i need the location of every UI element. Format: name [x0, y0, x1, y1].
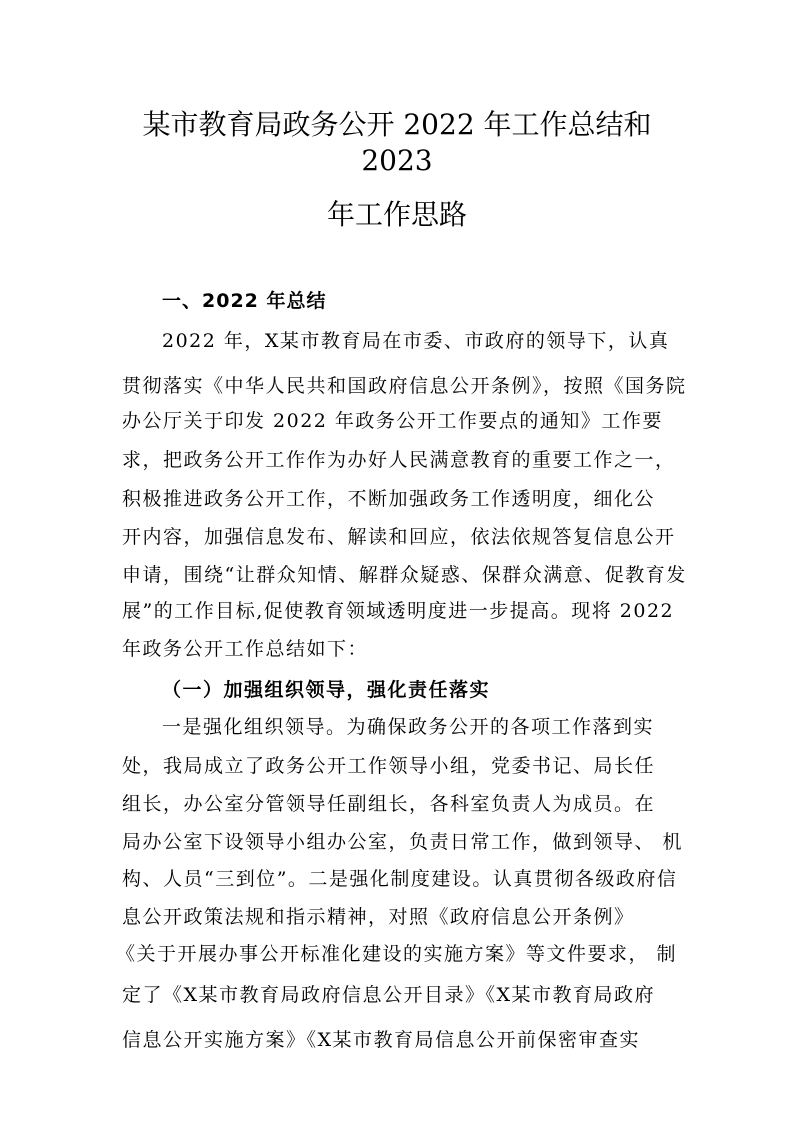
paragraph-line: 申请，围绕“让群众知情、解群众疑惑、保群众满意、促教育发 — [122, 564, 687, 586]
paragraph-line: 组长，办公室分管领导任副组长，各科室负责人为成员。在 — [122, 793, 656, 815]
document-title-line-2: 2023 — [361, 144, 433, 177]
paragraph-line: 信息公开实施方案》《X某市教育局信息公开前保密审查实 — [122, 1029, 641, 1051]
paragraph-line: 开内容，加强信息发布、解读和回应，依法依规答复信息公开 — [122, 526, 676, 548]
subsection-heading-leadership: （一）加强组织领导，强化责任落实 — [162, 679, 491, 701]
paragraph-line: 《关于开展办事公开标准化建设的实施方案》等文件要求， 制 — [116, 943, 678, 965]
section-heading-summary: 一、2022 年总结 — [162, 290, 327, 312]
paragraph-line: 定了《X某市教育局政府信息公开目录》《X某市教育局政府 — [122, 984, 656, 1006]
paragraph-line: 处，我局成立了政务公开工作领导小组，党委书记、局长任 — [122, 755, 656, 777]
paragraph-line: 年政务公开工作总结如下： — [122, 638, 369, 660]
paragraph-line: 局办公室下设领导小组办公室，负责日常工作，做到领导、 机 — [122, 831, 684, 853]
document-title-line-3: 年工作思路 — [326, 198, 467, 231]
paragraph-line: 息公开政策法规和指示精神，对照《政府信息公开条例》 — [122, 906, 635, 928]
paragraph-line: 构、人员“三到位”。二是强化制度建设。认真贯彻各级政府信 — [122, 868, 678, 890]
paragraph-line: 办公厅关于印发 2022 年政务公开工作要点的通知》工作要 — [122, 410, 663, 432]
paragraph-line: 求，把政务公开工作作为办好人民满意教育的重要工作之一， — [122, 449, 676, 471]
paragraph-line: 2022 年，X某市教育局在市委、市政府的领导下，认真 — [162, 330, 670, 352]
paragraph-line: 一是强化组织领导。为确保政务公开的各项工作落到实 — [162, 716, 655, 738]
document-title-line-1: 某市教育局政务公开 2022 年工作总结和 — [142, 108, 652, 141]
paragraph-line: 积极推进政务公开工作，不断加强政务工作透明度，细化公 — [122, 488, 656, 510]
paragraph-line: 贯彻落实《中华人民共和国政府信息公开条例》，按照《国务院 — [122, 375, 687, 397]
paragraph-line: 展”的工作目标,促使教育领域透明度进一步提高。现将 2022 — [122, 600, 675, 622]
